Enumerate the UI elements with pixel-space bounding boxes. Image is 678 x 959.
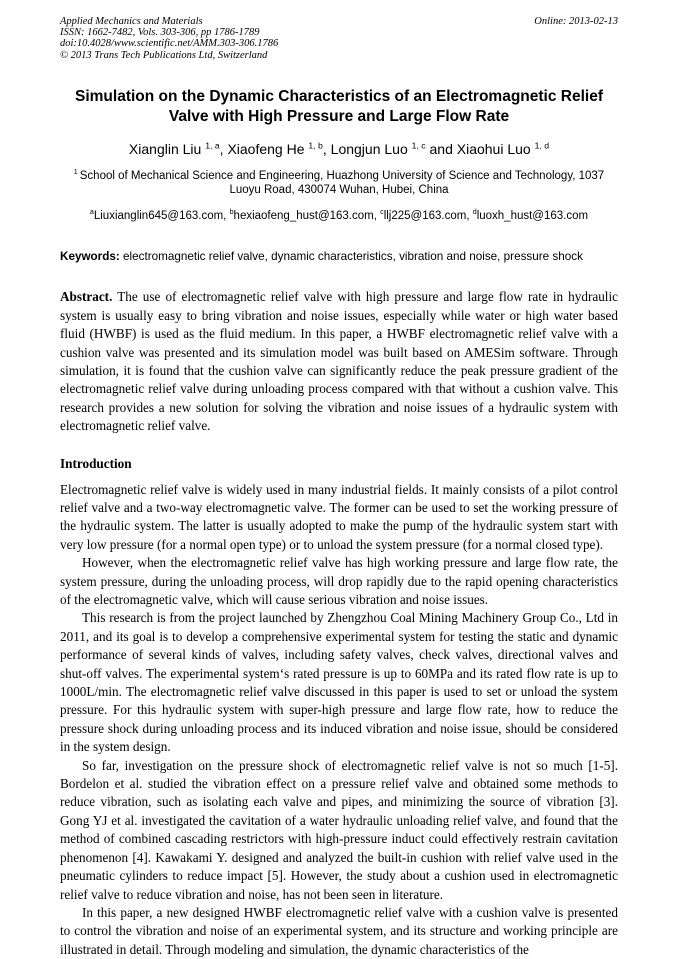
introduction-body [60, 481, 618, 959]
abstract-text: The use of electromagnetic relief valve with high pressure and large flow rate in hydraulic system is usually easy to bring vibration and noise issues, especially while water or high water based fluid (HWBF) is used as the fluid medium. In this paper, a HWBF electromagnetic relief valve with a cushion valve was presented and its simulation model was built based on AMESim software. Through simulation, it is found that the cushion valve can significantly reduce the peak pressure gradient of the electromagnetic relief valve during unloading process compared with that without a cushion valve. This research provides a new solution for solving the vibration and noise issues of a hydraulic system with electromagnetic relief valve. [60, 289, 618, 434]
intro-paragraph-4: So far, investigation on the pressure shock of electromagnetic relief valve is not so much [1-5]. Bordelon et al. studied the vibration effect on a pressure relief valve and obtained some methods to reduce vibration, such as isolating each valve and pipes, and minimizing the source of vibration [3]. Gong YJ et al. investigated the cavitation of a water hydraulic unloading relief valve, and found that the method of combined cascading restrictors with high-pressure induct could effectively restrain cavitation phenomenon [4]. Kawakami Y. designed and analyzed the built-in cushion with relief valve used in the pneumatic cylinders to reduce impact [5]. However, the study about a cushion used in electromagnetic relief valve to reduce vibration and noise, has not been seen in literature. [60, 757, 618, 902]
abstract-label: Abstract. [60, 289, 113, 305]
intro-paragraph-1: Electromagnetic relief valve is widely used in many industrial fields. It mainly consists of a pilot control relief valve and a two-way electromagnetic valve. The former can be used to set the working pressure of the hydraulic system. The latter is usually adopted to make the pump of the hydraulic system start with very low pressure (for a normal open type) or to unload the system pressure (for a normal closed type). [60, 481, 618, 552]
introduction-heading: Introduction [60, 455, 132, 471]
journal-header-left [60, 16, 278, 61]
intro-paragraph-5: In this paper, a new designed HWBF electromagnetic relief valve with a cushion valve is presented to control the vibration and noise of an experimental system, and its structure and working principle are illustrated in detail. Through modeling and simulation, the dynamic characteristics of the [60, 904, 618, 957]
authors-line: Xianglin Liu $^{1, a}$, Xiaofeng He $^{1, b}$, Longjun Luo $^{1, c}$ and Xiaohui Luo $^{1, d}$ [128, 140, 550, 157]
keywords-label: Keywords: [60, 249, 120, 263]
paper-title: Simulation on the Dynamic Characteristics of an Electromagnetic Relief Valve with High Pressure and Large Flow Rate [75, 87, 603, 125]
abstract-block [60, 288, 618, 435]
copyright-line: © 2013 Trans Tech Publications Ltd, Switzerland [60, 49, 268, 61]
online-date: Online: 2013-02-13 [534, 16, 618, 27]
intro-paragraph-2: However, when the electromagnetic relief valve has high working pressure and large flow rate, the system pressure, during the unloading process, will drop rapidly due to the rapid opening characteristics of the electromagnetic valve, which will cause serious vibration and noise issues. [60, 555, 618, 607]
emails-line: $^a$Liuxianglin645@163.com, $^b$hexiaofeng_hust@163.com, $^c$llj225@163.com, $^d$luoxh_hust@163.com [89, 207, 589, 222]
journal-name: Applied Mechanics and Materials [60, 16, 203, 27]
journal-header [60, 16, 618, 61]
intro-paragraph-3: This research is from the project launched by Zhengzhou Coal Mining Machinery Group Co., Ltd in 2011, and its goal is to develop a comprehensive experimental system for testing the static and dynamic performance of several kinds of valves, including safety valves, check valves, directional valves and shut-off valves. The experimental system‘s rated pressure is up to 60MPa and its rated flow rate is up to 1000L/min. The electromagnetic relief valve discussed in this paper is used to set or unload the system pressure. For this hydraulic system with super-high pressure and large flow rate, how to reduce the pressure shock during unloading process and its induced vibration and noise issue, should be considered in the system design. [60, 610, 618, 755]
issn-line: ISSN: 1662-7482, Vols. 303-306, pp 1786-1789 [60, 27, 260, 39]
keywords-block [60, 248, 618, 266]
affiliation: $^1$ School of Mechanical Science and Engineering, Huazhong University of Science and Technology, 1037 Luoyu Road, 430074 Wuhan, Hubei, China [73, 167, 605, 196]
keywords-text: electromagnetic relief valve, dynamic characteristics, vibration and noise, pressure shock [119, 249, 583, 263]
doi-line: doi:10.4028/www.scientific.net/AMM.303-306.1786 [60, 38, 279, 50]
